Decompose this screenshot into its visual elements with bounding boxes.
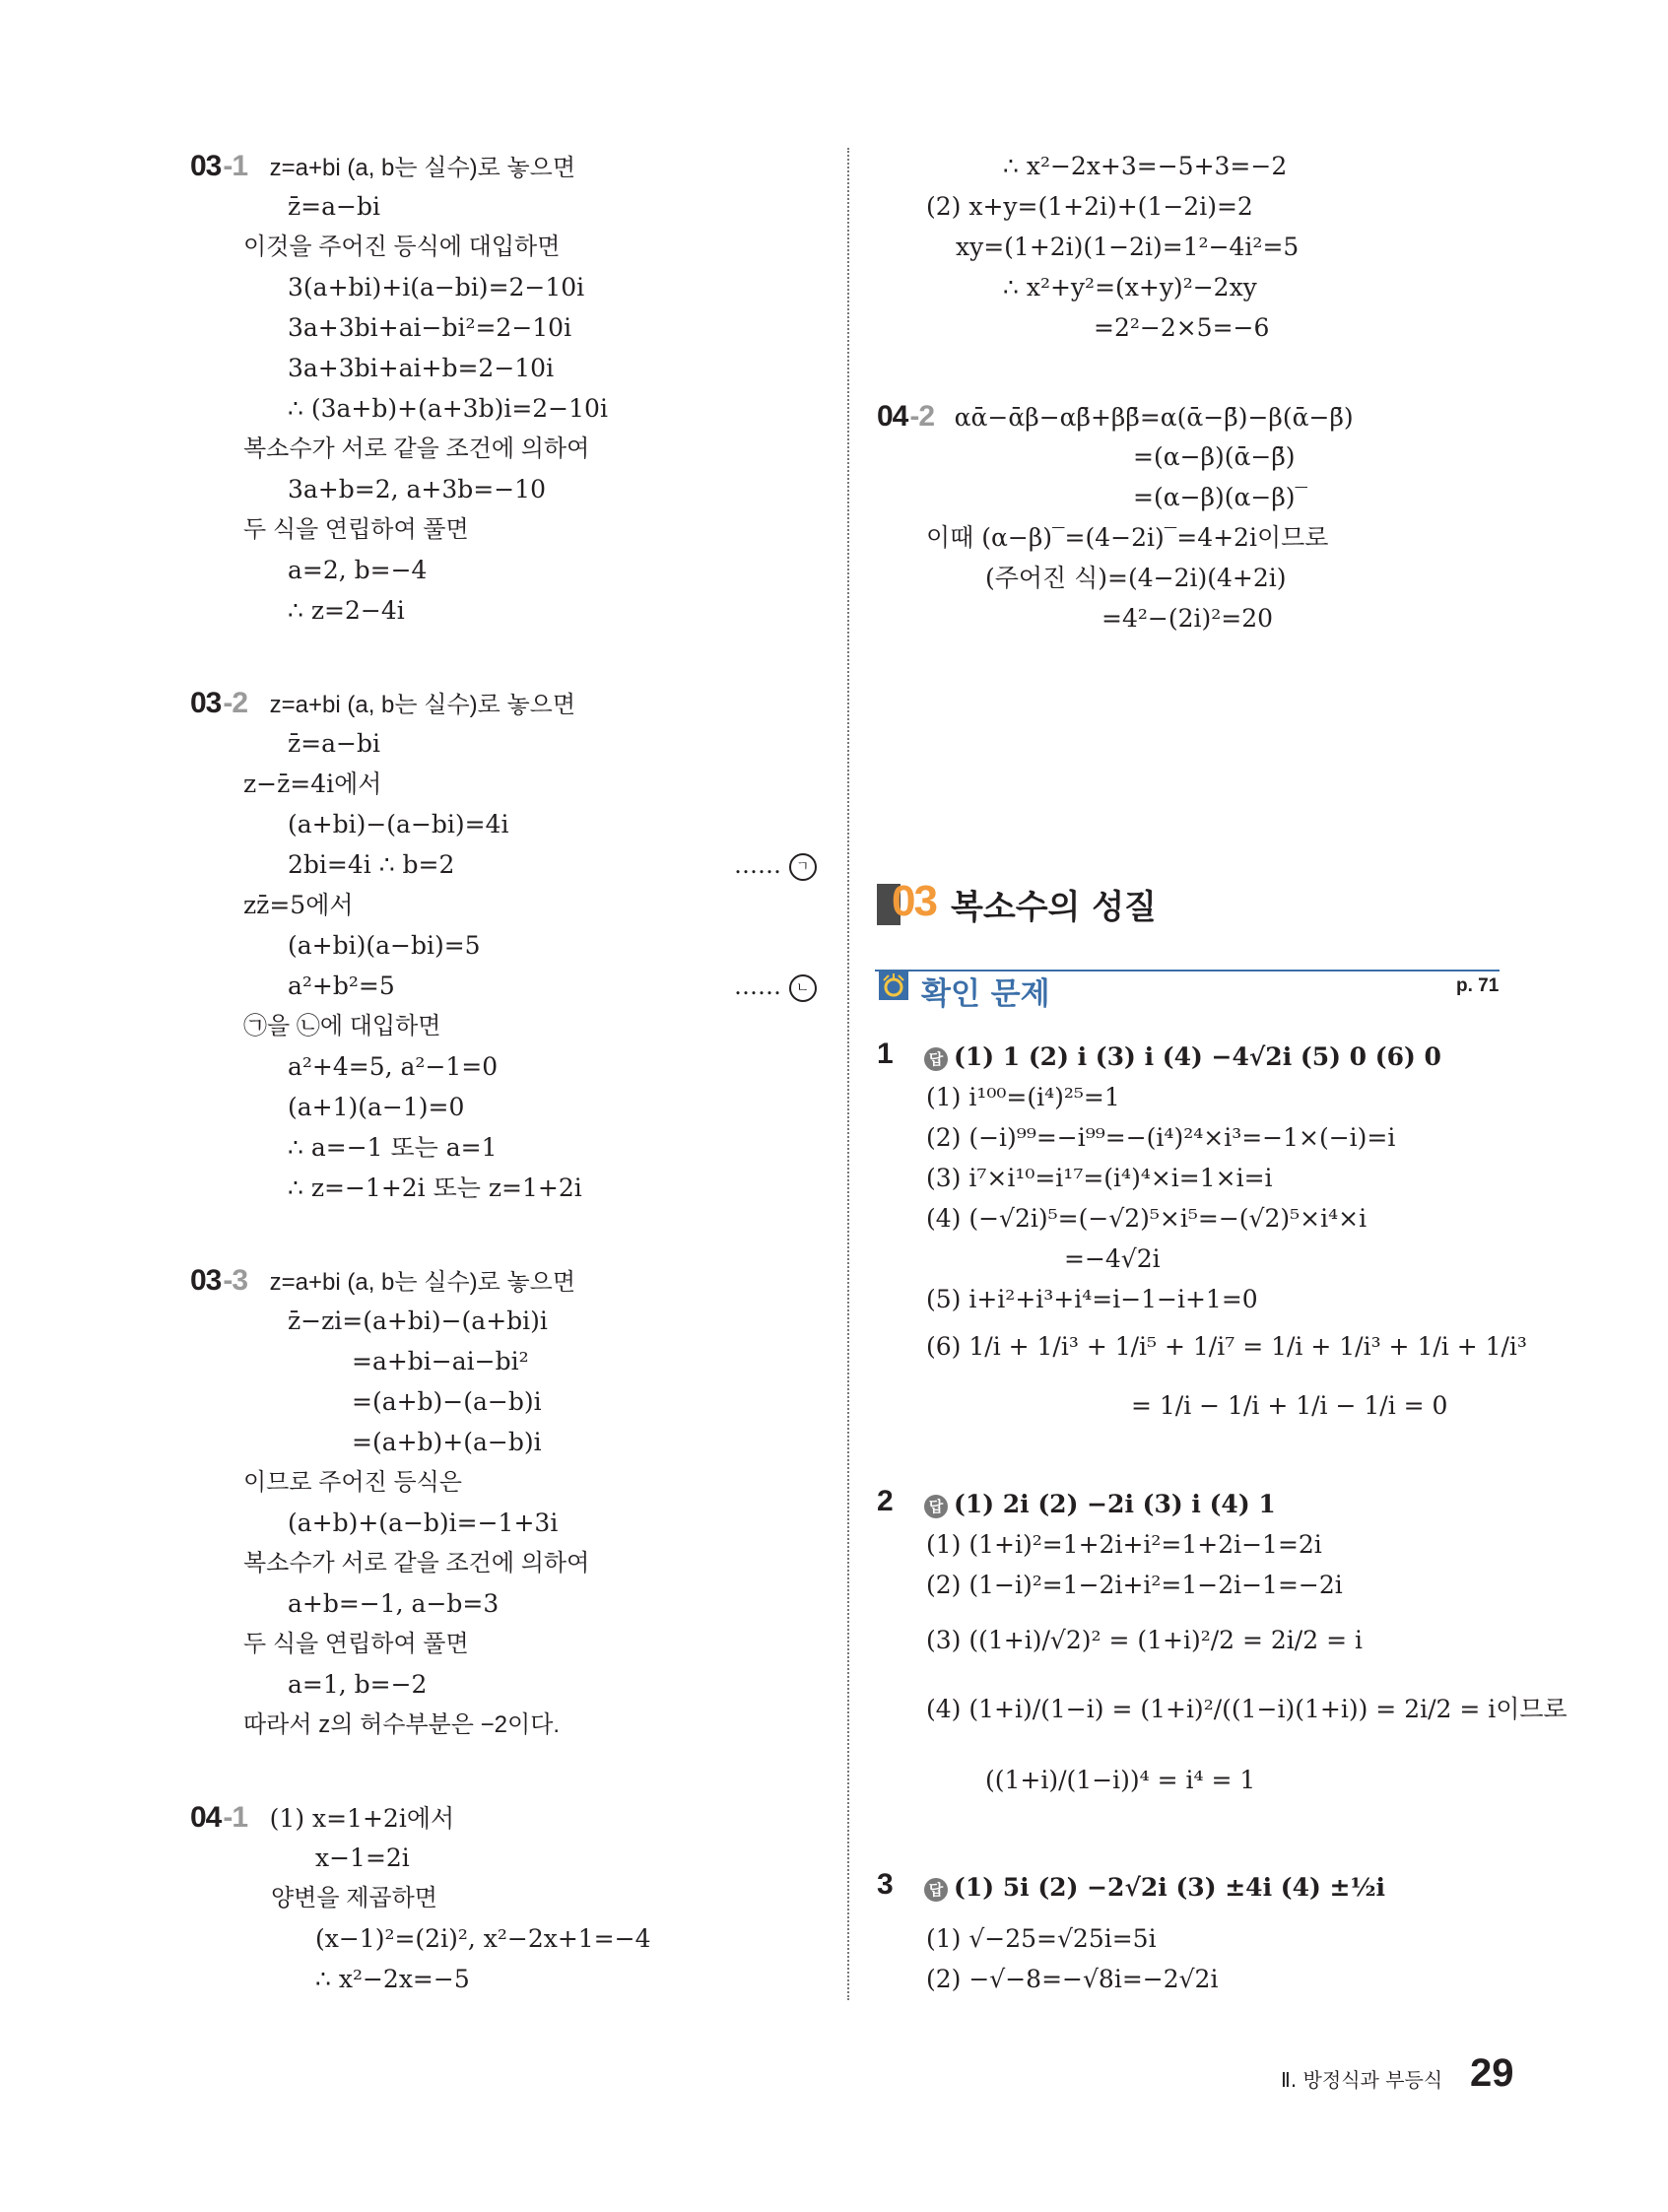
problem-04-1	[190, 1801, 454, 1836]
solution-line: 이때 (α−β)‾=(4−2i)‾=4+2i이므로	[926, 523, 1329, 552]
solution-line: 이므로 주어진 등식은	[243, 1469, 462, 1496]
solution-line: z̄=a−bi	[288, 192, 380, 221]
solution-line: 3a+b=2, a+3b=−10	[288, 475, 546, 503]
solution-line: z=a+bi (a, b는 실수)로 놓으면	[269, 692, 576, 718]
solution-line: a+b=−1, a−b=3	[288, 1589, 500, 1618]
solution-line: 따라서 z의 허수부분은 −2이다.	[243, 1711, 561, 1738]
solution-line: 3a+3bi+ai+b=2−10i	[288, 354, 555, 382]
page-number: 29	[1470, 2051, 1514, 2095]
solution-line: αᾱ−ᾱβ−αβ̄+ββ̄=α(ᾱ−β̄)−β(ᾱ−β̄)	[954, 403, 1354, 432]
solution-line: (1) x=1+2i에서	[269, 1804, 455, 1833]
chapter-label: Ⅱ. 방정식과 부등식	[1281, 2068, 1443, 2092]
solution-line: =a+bi−ai−bi²	[352, 1347, 529, 1375]
answer-line: 답 (1) 1 (2) i (3) i (4) −4√2i (5) 0 (6) 0	[924, 1040, 1441, 1074]
check-problems-title: 확인 문제	[921, 976, 1050, 1012]
solution-line: =(a+b)−(a−b)i	[352, 1387, 542, 1416]
solution-line: 두 식을 연립하여 풀면	[243, 1631, 469, 1657]
answer-mark-icon: 답	[924, 1495, 948, 1518]
problem-number: 03-1	[190, 150, 248, 182]
solution-line: ∴ z=2−4i	[288, 596, 405, 625]
solution-line: ∴ z=−1+2i 또는 z=1+2i	[288, 1173, 582, 1202]
solution-line: (x−1)²=(2i)², x²−2x+1=−4	[315, 1924, 651, 1953]
solution-line: a²+4=5, a²−1=0	[288, 1052, 499, 1081]
solution-line: a=1, b=−2	[288, 1670, 428, 1699]
solution-line: x−1=2i	[315, 1843, 410, 1872]
problem-number: 04-2	[877, 400, 935, 433]
solution-line: 두 식을 연립하여 풀면	[243, 516, 469, 543]
solution-line: (2) x+y=(1+2i)+(1−2i)=2	[926, 192, 1253, 221]
solution-line: xy=(1+2i)(1−2i)=1²−4i²=5	[956, 233, 1300, 261]
solution-line: (2) −√−8=−√8i=−2√2i	[926, 1965, 1219, 1993]
problem-03-1	[190, 150, 575, 185]
solution-line: 이것을 주어진 등식에 대입하면	[243, 234, 561, 260]
solution-line: (1) i¹⁰⁰=(i⁴)²⁵=1	[926, 1083, 1120, 1111]
solution-line: (1) √−25=√25i=5i	[926, 1924, 1157, 1953]
solution-line: (4) (1+i)/(1−i) = (1+i)²/((1−i)(1+i)) = 2i/2 = i이므로	[926, 1695, 1568, 1723]
solution-line: ∴ a=−1 또는 a=1	[288, 1133, 498, 1162]
solution-line: z−z̄=4i에서	[243, 770, 382, 798]
question-number: 3	[877, 1868, 894, 1901]
solution-line: z=a+bi (a, b는 실수)로 놓으면	[269, 155, 576, 181]
solution-line: =2²−2×5=−6	[1094, 313, 1270, 342]
solution-line: (주어진 식)=(4−2i)(4+2i)	[985, 564, 1287, 592]
section-number: 03	[892, 877, 936, 925]
solution-line: ∴ x²−2x=−5	[315, 1965, 470, 1993]
solution-line: (a+1)(a−1)=0	[288, 1093, 465, 1121]
solution-line: (4) (−√2i)⁵=(−√2)⁵×i⁵=−(√2)⁵×i⁴×i	[926, 1204, 1368, 1233]
solution-line: z=a+bi (a, b는 실수)로 놓으면	[269, 1269, 576, 1296]
solution-line: (1) (1+i)²=1+2i+i²=1+2i−1=2i	[926, 1530, 1322, 1559]
solution-line: = 1/i − 1/i + 1/i − 1/i = 0	[1131, 1391, 1448, 1420]
solution-line: (a+bi)−(a−bi)=4i	[288, 810, 509, 838]
equation-marker-2: …… ㄴ	[734, 970, 817, 1003]
solution-line: (3) i⁷×i¹⁰=i¹⁷=(i⁴)⁴×i=1×i=i	[926, 1164, 1273, 1192]
solution-line: (2) (−i)⁹⁹=−i⁹⁹=−(i⁴)²⁴×i³=−1×(−i)=i	[926, 1123, 1396, 1152]
problem-04-2	[877, 400, 1354, 435]
problem-03-2	[190, 687, 575, 722]
equation-marker-1: …… ㄱ	[734, 848, 817, 882]
solution-line: =4²−(2i)²=20	[1101, 604, 1274, 633]
problem-number: 03-2	[190, 687, 248, 719]
question-number: 2	[877, 1485, 894, 1517]
solution-line: a²+b²=5	[288, 972, 395, 1000]
solution-line: 복소수가 서로 같을 조건에 의하여	[243, 1550, 590, 1576]
section-title: 복소수의 성질	[951, 888, 1157, 927]
problem-number: 03-3	[190, 1264, 248, 1297]
solution-line: z̄=a−bi	[288, 729, 380, 758]
solution-line: =(a+b)+(a−b)i	[352, 1428, 542, 1456]
solution-line: ∴ x²−2x+3=−5+3=−2	[1003, 152, 1288, 180]
solution-line: 2bi=4i ∴ b=2	[288, 850, 455, 879]
solution-line: ((1+i)/(1−i))⁴ = i⁴ = 1	[985, 1766, 1256, 1794]
page-reference: p. 71	[1456, 975, 1500, 996]
solution-line: a=2, b=−4	[288, 556, 428, 584]
solution-line: =−4√2i	[1064, 1244, 1161, 1273]
solution-line: zz̄=5에서	[243, 891, 354, 919]
solution-line: ∴ x²+y²=(x+y)²−2xy	[1003, 273, 1257, 302]
solution-line: (a+b)+(a−b)i=−1+3i	[288, 1508, 559, 1537]
column-divider	[847, 148, 849, 2000]
solution-line: 3(a+bi)+i(a−bi)=2−10i	[288, 273, 585, 302]
solution-line: (5) i+i²+i³+i⁴=i−1−i+1=0	[926, 1285, 1258, 1313]
problem-03-3	[190, 1264, 575, 1300]
solution-line: 복소수가 서로 같을 조건에 의하여	[243, 436, 590, 462]
solution-line: 3a+3bi+ai−bi²=2−10i	[288, 313, 572, 342]
check-problem-icon	[879, 971, 908, 1000]
answer-mark-icon: 답	[924, 1878, 948, 1902]
solution-line: =(α−β)(α−β)‾	[1133, 483, 1308, 511]
solution-line: (2) (1−i)²=1−2i+i²=1−2i−1=−2i	[926, 1571, 1343, 1599]
solution-line: ∴ (3a+b)+(a+3b)i=2−10i	[288, 394, 608, 423]
answer-line: 답 (1) 2i (2) −2i (3) i (4) 1	[924, 1488, 1276, 1521]
solution-line: (6) 1/i + 1/i³ + 1/i⁵ + 1/i⁷ = 1/i + 1/i³ + 1/i + 1/i³	[926, 1332, 1527, 1361]
answer-mark-icon: 답	[924, 1047, 948, 1071]
solution-line: (3) ((1+i)/√2)² = (1+i)²/2 = 2i/2 = i	[926, 1626, 1363, 1654]
solution-line: (a+bi)(a−bi)=5	[288, 931, 481, 960]
solution-line: ㉠을 ㉡에 대입하면	[243, 1013, 441, 1039]
solution-line: 양변을 제곱하면	[271, 1885, 437, 1911]
answer-line: 답 (1) 5i (2) −2√2i (3) ±4i (4) ±½i	[924, 1871, 1385, 1905]
solution-line: z̄−zi=(a+bi)−(a+bi)i	[288, 1307, 548, 1335]
question-number: 1	[877, 1038, 894, 1070]
solution-line: =(α−β)(ᾱ−β̄)	[1133, 442, 1296, 471]
problem-number: 04-1	[190, 1801, 248, 1834]
